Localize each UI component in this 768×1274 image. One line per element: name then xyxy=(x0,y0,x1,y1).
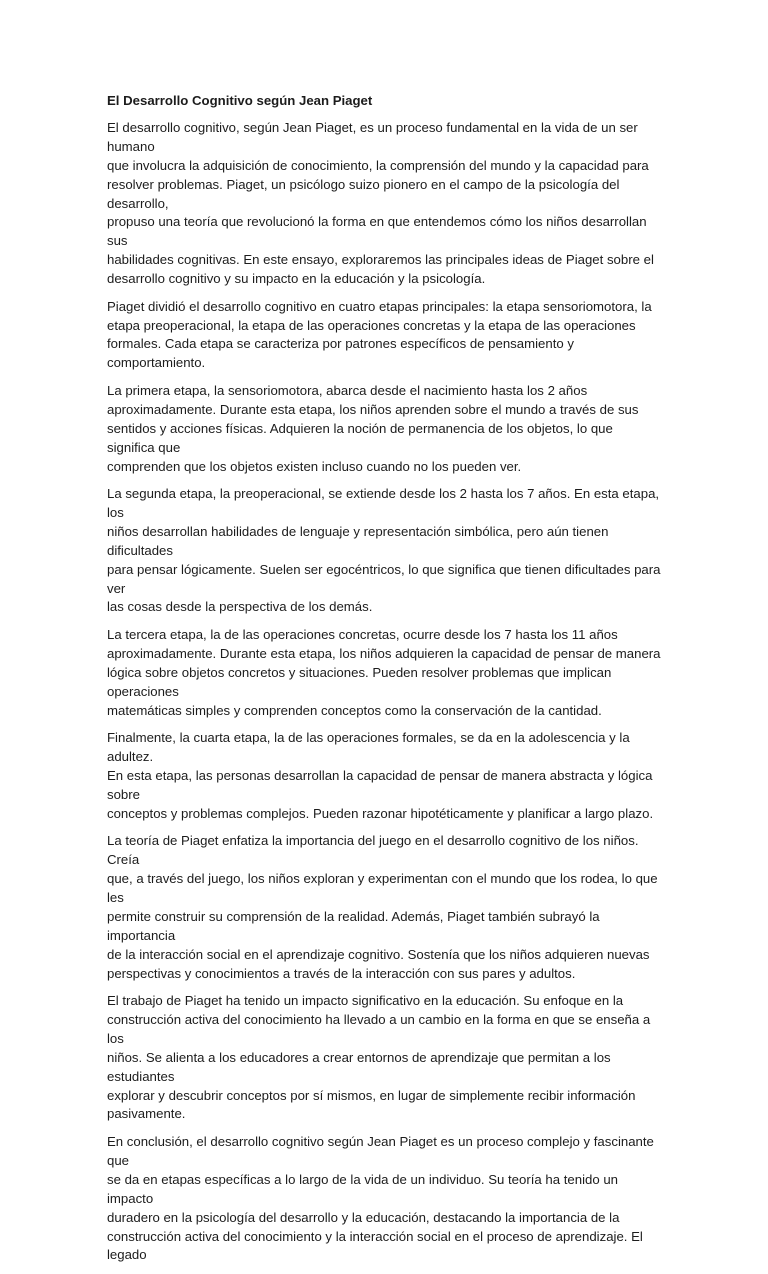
paragraph-introduction: El desarrollo cognitivo, según Jean Piaget, es un proceso fundamental en la vida de un ser humano que involucra la adquisición de conocimiento, la comprensión del mundo y la capacidad para resolver problemas. Piaget, un psicólogo suizo pionero en el campo de la psicología del desarrollo, propuso una teoría que revolucionó la forma en que entendemos cómo los niños desarrollan sus habilidades cognitivas. En este ensayo, exploraremos las principales ideas de Piaget sobre el desarrollo cognitivo y su impacto en la educación y la psicología. xyxy=(107,119,654,287)
document-title: El Desarrollo Cognitivo según Jean Piaget xyxy=(107,93,373,108)
document-body xyxy=(107,92,663,1274)
paragraph-impact-on-education: El trabajo de Piaget ha tenido un impacto significativo en la educación. Su enfoque en la construcción activa del conocimiento ha llevado a un cambio en la forma en que se enseña a los niños. Se alienta a los educadores a crear entornos de aprendizaje que permitan a los estudiantes explorar y descubrir conceptos por sí mismos, en lugar de simplemente recibir información pasivamente. xyxy=(107,993,651,1122)
paragraph-conclusion: En conclusión, el desarrollo cognitivo según Jean Piaget es un proceso complejo y fascinante que se da en etapas específicas a lo largo de la vida de un individuo. Su teoría ha tenido un impacto duradero en la psicología del desarrollo y la educación, destacando la importancia de la construcción activa del conocimiento y la interacción social en el proceso de aprendizaje. El legado xyxy=(107,1133,654,1263)
paragraph-stages-overview: Piaget dividió el desarrollo cognitivo en cuatro etapas principales: la etapa sensoriomotora, la etapa preoperacional, la etapa de las operaciones concretas y la etapa de las operaciones formales. Cada etapa se caracteriza por patrones específicos de pensamiento y comportamiento. xyxy=(107,298,652,371)
paragraph-preoperational-stage: La segunda etapa, la preoperacional, se extiende desde los 2 hasta los 7 años. En esta etapa, los niños desarrollan habilidades de lenguaje y representación simbólica, pero aún tienen dificultades para pensar lógicamente. Suelen ser egocéntricos, lo que significa que tienen dificultades para ver las cosas desde la perspectiva de los demás. xyxy=(107,486,661,615)
paragraph-sensorimotor-stage: La primera etapa, la sensoriomotora, abarca desde el nacimiento hasta los 2 años aproximadamente. Durante esta etapa, los niños aprenden sobre el mundo a través de sus sentidos y acciones físicas. Adquieren la noción de permanencia de los objetos, lo que significa que comprenden que los objetos existen incluso cuando no los pueden ver. xyxy=(107,382,639,474)
paragraph-play-and-social-interaction: La teoría de Piaget enfatiza la importancia del juego en el desarrollo cognitivo de los niños. Creía que, a través del juego, los niños exploran y experimentan con el mundo que los rodea, lo que les permite construir su comprensión de la realidad. Además, Piaget también subrayó la importancia de la interacción social en el aprendizaje cognitivo. Sostenía que los niños adquieren nuevas perspectivas y conocimientos a través de la interacción con sus pares y adultos. xyxy=(107,833,658,981)
paragraph-concrete-operations-stage: La tercera etapa, la de las operaciones concretas, ocurre desde los 7 hasta los 11 años aproximadamente. Durante esta etapa, los niños adquieren la capacidad de pensar de manera lógica sobre objetos concretos y situaciones. Pueden resolver problemas que implican operaciones matemáticas simples y comprenden conceptos como la conservación de la cantidad. xyxy=(107,626,661,718)
paragraph-formal-operations-stage: Finalmente, la cuarta etapa, la de las operaciones formales, se da en la adolescencia y la adultez. En esta etapa, las personas desarrollan la capacidad de pensar de manera abstracta y lógica sobre conceptos y problemas complejos. Pueden razonar hipotéticamente y planificar a largo plazo. xyxy=(107,730,654,821)
